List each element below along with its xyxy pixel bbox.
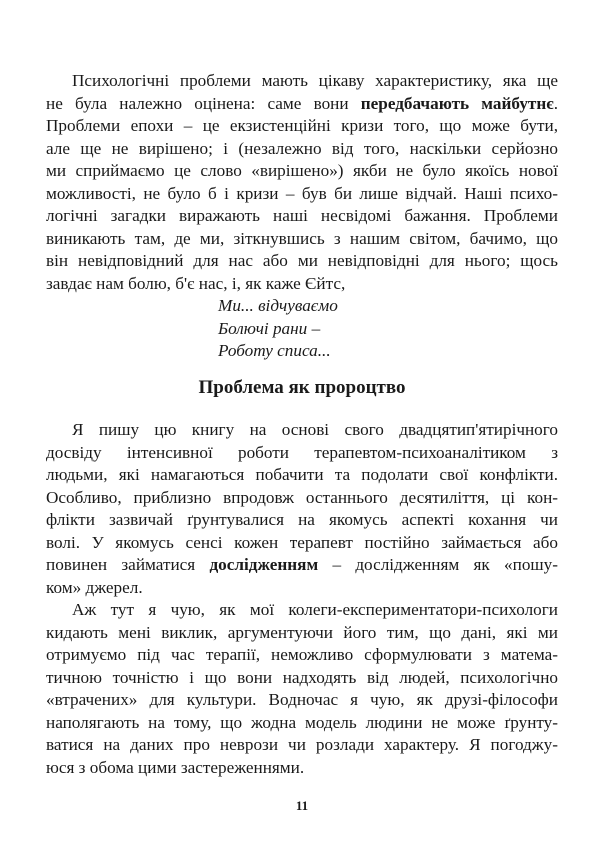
text-line: [46, 160, 558, 182]
text-span: .: [553, 93, 558, 113]
text-span: наполягають на тому, що жодна модель людини не може ґрунту-: [46, 712, 558, 732]
text-span: Особливо, приблизно впродовж останнього десятиліття, ці кон-: [46, 487, 558, 507]
text-span: Я пишу цю книгу на основі свого двадцятип'ятирічного: [72, 420, 558, 439]
text-span: ми сприймаємо це слово «вирішено») якби не було якоїсь нової: [46, 161, 558, 180]
text-span: людьми, які намагаються побачити та подолати свої конфлікти.: [46, 465, 558, 484]
bold-text: дослідженням: [209, 555, 319, 574]
text-line: [46, 667, 558, 689]
text-line: [46, 183, 558, 205]
text-line: [46, 734, 558, 756]
text-span: логічні загадки виражають наші несвідомі бажання. Проблеми: [46, 206, 558, 225]
text-line: [46, 273, 558, 295]
text-span: юся з обома цими застереженнями.: [46, 757, 305, 777]
text-line: [46, 487, 558, 509]
text-span: Аж тут я чую, як мої колеги-експериментатори-психологи: [72, 600, 558, 619]
text-line: [46, 250, 558, 272]
text-line: [72, 70, 558, 92]
text-span: волі. У якомусь сенсі кожен терапевт постійно займається або: [46, 532, 558, 552]
text-line: [46, 228, 558, 250]
text-line: [46, 622, 558, 644]
text-line: [46, 554, 558, 576]
text-span: повинен займатися: [46, 555, 210, 574]
text-line: [46, 115, 558, 137]
text-line: [46, 205, 558, 227]
text-span: флікти зазвичай ґрунтувалися на якомусь аспекті кохання чи: [46, 510, 558, 529]
text-span: Психологічні проблеми мають цікаву характеристику, яка ще: [72, 71, 558, 90]
poem-line: Ми... відчуваємо: [218, 296, 338, 315]
text-line: [46, 644, 558, 666]
text-line: [46, 138, 558, 160]
text-span: не була належно оцінена: саме вони: [46, 93, 361, 113]
text-span: – дослідженням як «пошу-: [318, 555, 558, 574]
text-span: кидають мені виклик, аргументуючи його тим, що дані, які ми: [46, 622, 558, 642]
text-span: завдає нам болю, б'є нас, і, як каже Єйтс,: [46, 273, 346, 293]
text-line: [46, 509, 558, 531]
text-line: [46, 689, 558, 711]
text-line: [46, 577, 558, 599]
text-line: [46, 757, 558, 779]
text-line: [46, 712, 558, 734]
text-span: «втрачених» для культури. Водночас я чую, як друзі-філософи: [46, 690, 558, 709]
text-span: Проблеми епохи – це екзистенційні кризи того, що може бути,: [46, 116, 558, 135]
poem-line: Роботу списа...: [218, 341, 331, 360]
text-span: але ще не вирішено; і (незалежно від того, наскільки серйозно: [46, 138, 558, 158]
text-span: ком» джерел.: [46, 577, 143, 597]
section-heading: Проблема як пророцтво: [198, 377, 406, 398]
poem-line: Болючі рани –: [218, 318, 321, 338]
text-span: виникають там, де ми, зіткнувшись з нашим світом, бачимо, що: [46, 228, 558, 248]
text-span: він невідповідний для нас або ми невідповідні для нього; щось: [46, 251, 558, 270]
page-number: 11: [295, 798, 309, 813]
text-line: [72, 419, 558, 441]
text-line: [46, 442, 558, 464]
text-span: тичною точністю і що вони надходять від людей, психологічно: [46, 667, 558, 687]
text-span: можливості, не було б і кризи – був би лише відчай. Наші психо-: [46, 183, 558, 203]
bold-text: передбачають майбутнє: [360, 93, 554, 113]
text-line: [46, 532, 558, 554]
text-line: [46, 93, 558, 115]
text-span: отримуємо під час терапії, неможливо сформулювати з матема-: [46, 645, 558, 664]
text-span: ватися на даних про неврози чи розлади характеру. Я погоджу-: [46, 735, 558, 754]
text-line: [72, 599, 558, 621]
text-span: досвіду інтенсивної роботи терапевтом-психоаналітиком з: [46, 442, 558, 462]
text-line: [46, 464, 558, 486]
